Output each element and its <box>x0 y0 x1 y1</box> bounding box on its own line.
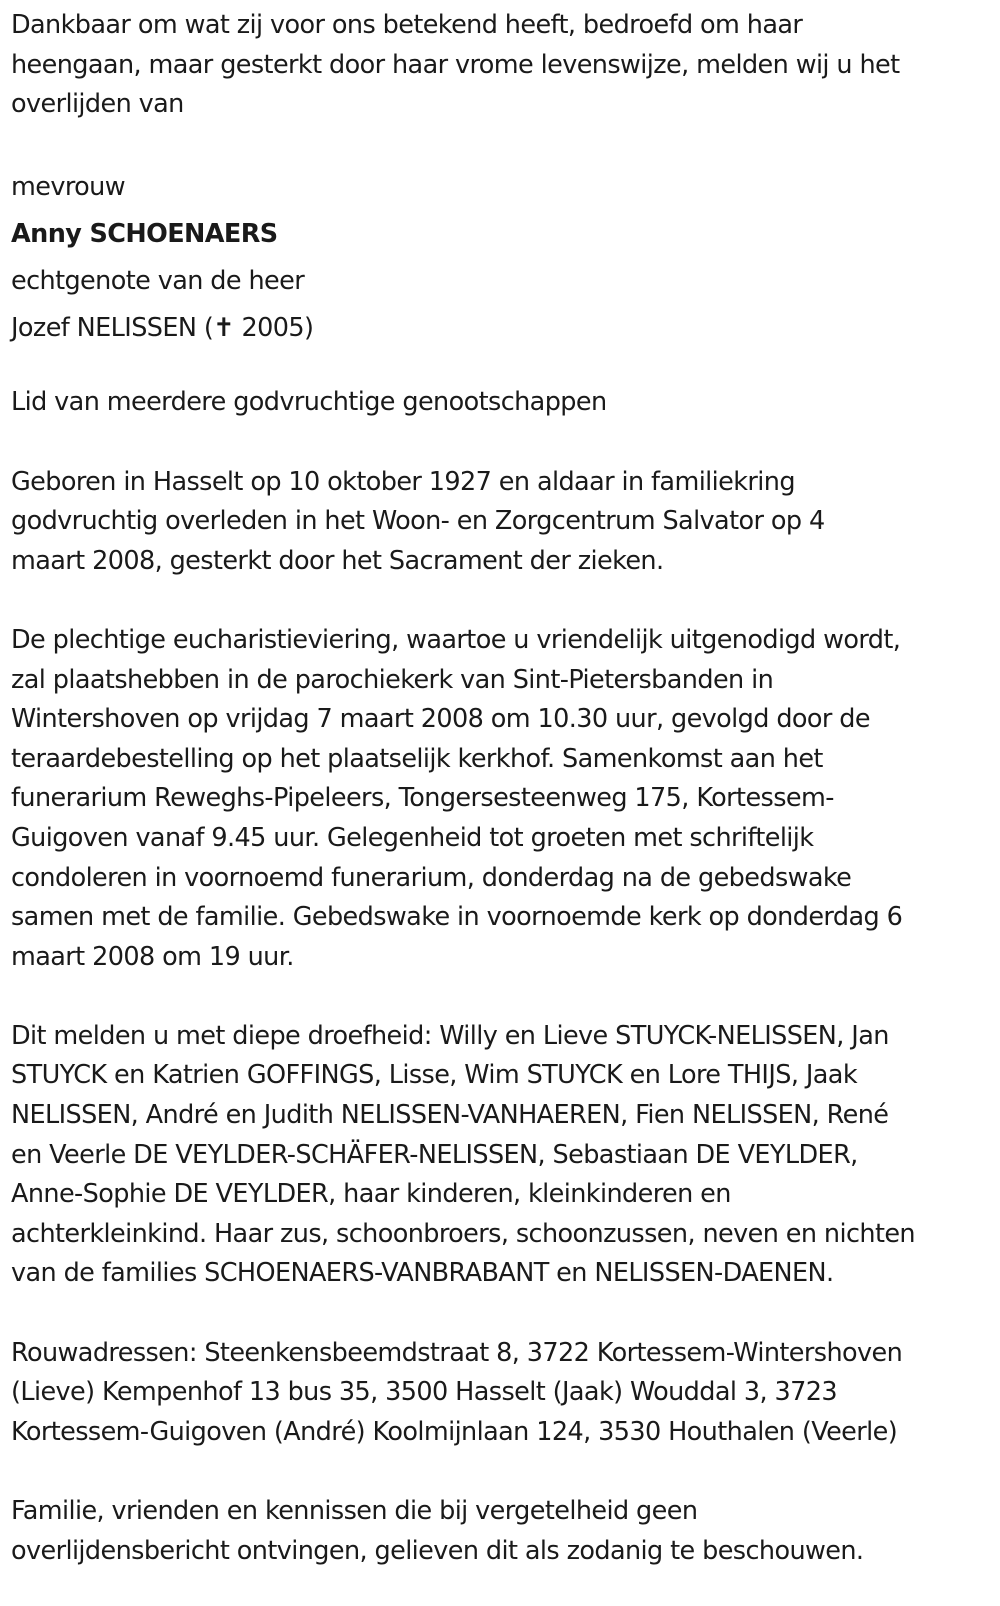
birth-death-paragraph: Geboren in Hasselt op 10 oktober 1927 en aldaar in familiekring godvruchtig overleden in het Woon- en Zorgcentrum Salvator op 4 maart 2008, gesterkt door het Sacrament der zieken. <box>11 466 825 576</box>
addresses-paragraph: Rouwadressen: Steenkensbeemdstraat 8, 3722 Kortessem-Wintershoven (Lieve) Kempenhof 13 bus 35, 3500 Hasselt (Jaak) Wouddal 3, 3723 Kortessem-Guigoven (André) Koolmijnlaan 124, 3530 Houthalen (Veerle) <box>11 1337 903 1447</box>
deceased-block <box>11 164 1000 352</box>
intro-paragraph: Dankbaar om wat zij voor ons betekend heeft, bedroefd om haar heengaan, maar gesterkt door haar vrome levenswijze, melden wij u het overlijden van <box>11 10 900 120</box>
family-paragraph: Dit melden u met diepe droefheid: Willy en Lieve STUYCK-NELISSEN, Jan STUYCK en Katrien GOFFINGS, Lisse, Wim STUYCK en Lore THIJS, Jaak NELISSEN, André en Judith NELISSEN-VANHAEREN, Fien NELISSEN, René en Veerle DE VEYLDER-SCHÄFER-NELISSEN, Sebastiaan DE VEYLDER, Anne-Sophie DE VEYLDER, haar kinderen, kleinkinderen en achterkleinkind. Haar zus, schoonbroers, schoonzussen, neven en nichten van de families SCHOENAERS-VANBRABANT en NELISSEN-DAENEN. <box>11 1020 915 1289</box>
closing-paragraph: Familie, vrienden en kennissen die bij vergetelheid geen overlijdensbericht ontvingen, gelieven dit als zodanig te beschouwen. <box>11 1496 864 1566</box>
spouse-name: Jozef NELISSEN (✝ 2005) <box>11 313 314 344</box>
honorific: mevrouw <box>11 172 125 203</box>
spouse-label: echtgenote van de heer <box>11 266 305 297</box>
membership-paragraph: Lid van meerdere godvruchtige genootschappen <box>11 387 607 418</box>
ceremony-paragraph: De plechtige eucharistieviering, waartoe u vriendelijk uitgenodigd wordt, zal plaatshebben in de parochiekerk van Sint-Pietersbanden in Wintershoven op vrijdag 7 maart 2008 om 10.30 uur, gevolgd door de teraardebestelling op het plaatselijk kerkhof. Samenkomst aan het funerarium Reweghs-Pipeleers, Tongersesteenweg 175, Kortessem- Guigoven vanaf 9.45 uur. Gelegenheid tot groeten met schriftelijk condoleren in voornoemd funerarium, donderdag na de gebedswake samen met de familie. Gebedswake in voornoemde kerk op donderdag 6 maart 2008 om 19 uur. <box>11 624 903 972</box>
deceased-name: Anny SCHOENAERS <box>11 219 278 250</box>
